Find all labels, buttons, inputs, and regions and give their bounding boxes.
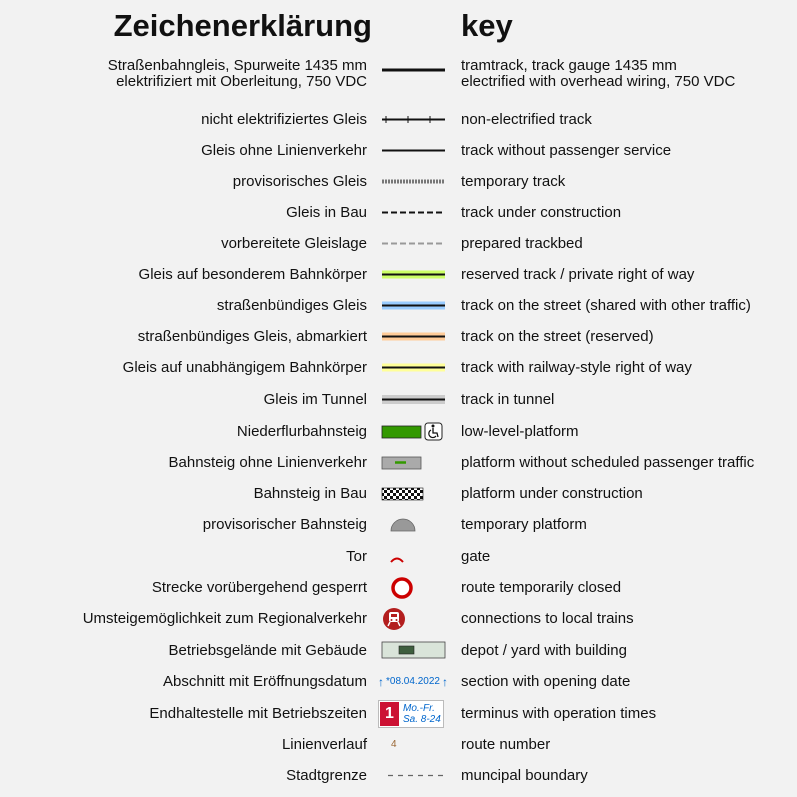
- label-de: straßenbündiges Gleis: [216, 296, 367, 314]
- label-en: track with railway-style right of way: [461, 358, 692, 376]
- legend-row-temp-platform: [0, 509, 797, 540]
- label-de: Umsteigemöglichkeit zum Regionalverkehr: [82, 609, 367, 627]
- label-en: platform without scheduled passenger traffic: [461, 453, 755, 471]
- legend-row-railway: [0, 352, 797, 383]
- label-de: Betriebsgelände mit Gebäude: [168, 641, 367, 659]
- label-en: route temporarily closed: [461, 578, 622, 596]
- legend-row-prepared: [0, 228, 797, 259]
- label-en: temporary platform: [461, 515, 587, 533]
- label-en: temporary track: [461, 172, 566, 190]
- label-de: Abschnitt mit Eröffnungsdatum: [163, 672, 367, 690]
- label-en: reserved track / private right of way: [461, 265, 695, 283]
- label-de: Gleis in Bau: [286, 203, 367, 221]
- platform-without-service-symbol: [378, 447, 450, 478]
- label-de: Bahnsteig ohne Linienverkehr: [168, 453, 367, 471]
- label-de: Gleis auf unabhängigem Bahnkörper: [122, 358, 367, 376]
- arrow-up-icon: ↑: [378, 674, 384, 689]
- legend-row-closed: [0, 572, 797, 603]
- label-de: vorbereitete Gleislage: [221, 234, 367, 252]
- legend-row-route: [0, 729, 797, 760]
- municipal-boundary-symbol: [378, 760, 450, 791]
- legend-row-depot: [0, 635, 797, 666]
- label-de: Strecke vorübergehend gesperrt: [151, 578, 367, 596]
- route-number-symbol: [378, 729, 450, 760]
- label-de: Stadtgrenze: [286, 766, 367, 784]
- legend-row-street-reserved: [0, 321, 797, 352]
- label-de: nicht elektrifiziertes Gleis: [201, 110, 367, 128]
- legend-row-tunnel: [0, 384, 797, 415]
- label-en: tramtrack, track gauge 1435 mm electrified with overhead wiring, 750 VDC: [461, 56, 736, 90]
- label-en: platform under construction: [461, 484, 643, 502]
- wheelchair-icon: [425, 423, 442, 440]
- legend-row-reserved: [0, 259, 797, 290]
- street-reserved-track-symbol: [378, 321, 450, 352]
- temporary-track-symbol: [378, 166, 450, 197]
- label-de: Endhaltestelle mit Betriebszeiten: [149, 704, 367, 722]
- legend-row-non-electrified: [0, 104, 797, 135]
- tunnel-track-symbol: [378, 384, 450, 415]
- label-de: provisorischer Bahnsteig: [202, 515, 367, 533]
- terminus-symbol: [378, 698, 450, 729]
- label-de: Gleis ohne Linienverkehr: [201, 141, 367, 159]
- label-de: Gleis auf besonderem Bahnkörper: [138, 265, 367, 283]
- track-without-service-symbol: [378, 135, 450, 166]
- legend-row-platform-construction: [0, 478, 797, 509]
- route-number-text: 4: [391, 739, 397, 750]
- label-en: connections to local trains: [461, 609, 634, 627]
- legend-row-street: [0, 290, 797, 321]
- label-de: straßenbündiges Gleis, abmarkiert: [137, 327, 367, 345]
- label-en: depot / yard with building: [461, 641, 627, 659]
- label-de: provisorisches Gleis: [232, 172, 367, 190]
- label-de: Tor: [346, 547, 367, 565]
- terminus-times-weekdays: Mo.-Fr.: [403, 702, 435, 714]
- temporary-platform-symbol: [378, 509, 450, 540]
- label-en: muncipal boundary: [461, 766, 588, 784]
- legend-title-german: Zeichenerklärung: [113, 8, 372, 43]
- terminus-number-badge: 1: [380, 702, 399, 726]
- arrow-up-icon: ↑: [441, 674, 448, 689]
- label-en: low-level-platform: [461, 422, 579, 440]
- legend-row-under-construction: [0, 197, 797, 228]
- label-de: Bahnsteig in Bau: [253, 484, 367, 502]
- label-en: non-electrified track: [461, 110, 592, 128]
- track-under-construction-symbol: [378, 197, 450, 228]
- train-icon: [378, 603, 450, 634]
- railway-track-symbol: [378, 352, 450, 383]
- label-en: track in tunnel: [461, 390, 555, 408]
- legend-title-english: key: [461, 8, 513, 43]
- low-level-platform-symbol: [378, 416, 450, 447]
- platform-under-construction-symbol: [378, 478, 450, 509]
- label-en: track on the street (reserved): [461, 327, 654, 345]
- label-de: Linienverlauf: [281, 735, 367, 753]
- opening-date-text: *08.04.2022: [386, 676, 440, 687]
- legend-row-terminus: [0, 698, 797, 729]
- legend-row-tramtrack: [0, 57, 797, 90]
- label-en: section with opening date: [461, 672, 631, 690]
- label-en: gate: [461, 547, 491, 565]
- opening-date-symbol: [378, 666, 450, 697]
- label-de: Gleis im Tunnel: [263, 390, 367, 408]
- legend-row-boundary: [0, 760, 797, 791]
- non-electrified-track-symbol: [378, 104, 450, 135]
- label-en: prepared trackbed: [461, 234, 583, 252]
- gate-icon: [378, 541, 450, 572]
- label-de: Straßenbahngleis, Spurweite 1435 mm elektrifiziert mit Oberleitung, 750 VDC: [107, 56, 367, 90]
- label-en: track without passenger service: [461, 141, 672, 159]
- label-de: Niederflurbahnsteig: [236, 422, 367, 440]
- depot-symbol: [378, 635, 450, 666]
- terminus-times-saturday: Sa. 8-24: [403, 713, 441, 725]
- legend-row-opening-date: [0, 666, 797, 697]
- label-en: route number: [461, 735, 551, 753]
- legend-row-platform-no-service: [0, 447, 797, 478]
- legend-row-gate: [0, 541, 797, 572]
- label-en: track on the street (shared with other traffic): [461, 296, 751, 314]
- label-en: terminus with operation times: [461, 704, 657, 722]
- legend-row-local-trains: [0, 603, 797, 634]
- tramtrack-symbol: [378, 57, 450, 90]
- prepared-trackbed-symbol: [378, 228, 450, 259]
- reserved-track-symbol: [378, 259, 450, 290]
- legend-row-low-platform: [0, 416, 797, 447]
- street-track-symbol: [378, 290, 450, 321]
- label-en: track under construction: [461, 203, 622, 221]
- legend-row-temporary: [0, 166, 797, 197]
- route-closed-icon: [378, 572, 450, 603]
- legend-row-no-service: [0, 135, 797, 166]
